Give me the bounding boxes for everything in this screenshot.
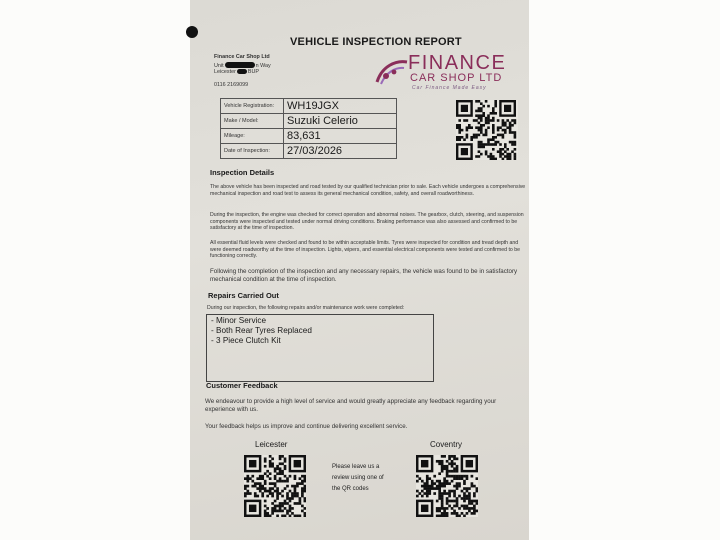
- inspection-date-value: 27/03/2026: [284, 144, 397, 159]
- qr-code-top[interactable]: [456, 100, 518, 160]
- finance-car-shop-logo: [372, 52, 522, 94]
- review-note: Please leave us a review using one of the QR codes: [332, 464, 384, 492]
- customer-feedback-heading: Customer Feedback: [206, 381, 278, 390]
- report-title: VEHICLE INSPECTION REPORT: [290, 36, 462, 48]
- mileage-label: Mileage:: [221, 129, 284, 144]
- leicester-qr-code[interactable]: [244, 455, 306, 517]
- company-address-line2: Leicester BUP: [214, 69, 259, 75]
- repairs-list-box: [206, 314, 434, 382]
- table-row: [221, 144, 397, 159]
- make-model-label: Make / Model:: [221, 114, 284, 129]
- company-phone: 0116 2169099: [214, 82, 249, 88]
- repairs-heading: Repairs Carried Out: [208, 291, 279, 300]
- registration-label: Vehicle Registration:: [221, 99, 284, 114]
- vehicle-details-table: [220, 98, 397, 159]
- inspection-paragraph-3: All essential fluid levels were checked and found to be within acceptable limits. Tyres were inspected for condition and tread depth and were deemed roadworthy at the time of inspection. Lights, wipers, and essential electrical components were tested and confirmed to be functioning correctly.: [210, 240, 520, 260]
- leicester-label: Leicester: [255, 440, 288, 449]
- inspection-paragraph-1: The above vehicle has been inspected and road tested by our qualified technician prior to sale. Each vehicle undergoes a comprehensive mechanical inspection and road test to assess its general mechanical condition, safety, and overall roadworthiness.: [210, 184, 526, 197]
- background-left: [0, 0, 190, 540]
- feedback-paragraph-2: Your feedback helps us improve and continue delivering excellent service.: [205, 423, 408, 430]
- table-row: [221, 129, 397, 144]
- car-swoosh-icon: [374, 56, 410, 88]
- make-model-value: Suzuki Celerio: [284, 114, 397, 129]
- background-right: [529, 0, 720, 540]
- mileage-value: 83,631: [284, 129, 397, 144]
- table-row: [221, 114, 397, 129]
- logo-tagline: Car Finance Made Easy: [412, 85, 487, 91]
- table-row: [221, 99, 397, 114]
- repairs-intro: During our inspection, the following repairs and/or maintenance work were completed:: [207, 305, 405, 311]
- logo-word-carshop: CAR SHOP LTD: [410, 72, 503, 84]
- inspection-paragraph-2: During the inspection, the engine was checked for correct operation and abnormal noises. The gearbox, clutch, steering, and suspension components were inspected and tested under normal driving conditions. Braking performance was also assessed and confirmed to be satisfactory at the time of inspection.: [210, 212, 524, 232]
- inspection-paragraph-4: Following the completion of the inspection and any necessary repairs, the vehicle was found to be in satisfactory mechanical condition at the time of inspection.: [210, 268, 518, 283]
- registration-value: WH19JGX: [284, 99, 397, 114]
- feedback-paragraph-1: We endeavour to provide a high level of service and would greatly appreciate any feedback regarding your experience with us.: [205, 398, 497, 413]
- logo-word-finance: FINANCE: [408, 52, 507, 74]
- list-item: - 3 Piece Clutch Kit: [211, 336, 281, 345]
- inspection-date-label: Date of Inspection:: [221, 144, 284, 159]
- punch-hole: [186, 26, 198, 38]
- coventry-qr-code[interactable]: [416, 455, 478, 517]
- inspection-report-sheet: [190, 0, 529, 540]
- coventry-label: Coventry: [430, 440, 463, 449]
- list-item: - Minor Service: [211, 316, 267, 325]
- list-item: - Both Rear Tyres Replaced: [211, 326, 312, 335]
- inspection-details-heading: Inspection Details: [210, 168, 275, 177]
- company-address-line1: Unit n Way: [214, 63, 271, 69]
- company-name: Finance Car Shop Ltd: [214, 54, 270, 60]
